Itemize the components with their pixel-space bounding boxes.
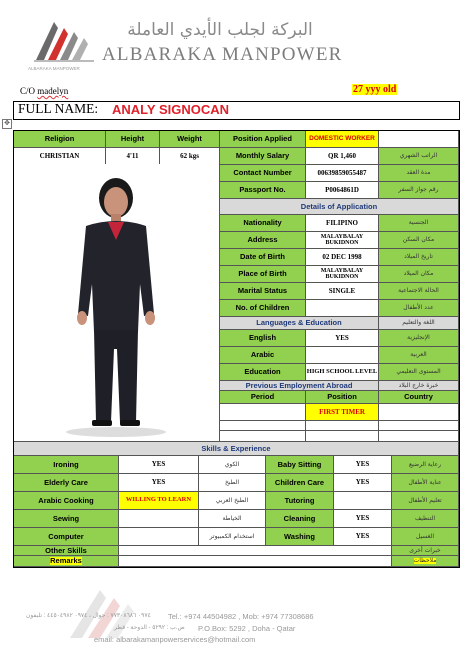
skill-label-arabic: الغسيل (392, 528, 459, 546)
skill-label: Sewing (14, 510, 119, 528)
skill-label-arabic: التنظيف (392, 510, 459, 528)
section-title-languages: Languages & Education (220, 317, 379, 330)
care-of-name: madelyn (37, 86, 69, 96)
position-arabic-cell (379, 131, 459, 148)
field-value: 02 DEC 1998 (306, 249, 379, 266)
field-value: YES (306, 330, 379, 347)
employment-cell (220, 421, 306, 431)
field-label-arabic: العربية (379, 347, 459, 364)
field-label-arabic: عدد الأطفال (379, 300, 459, 317)
skill-value: YES (334, 528, 392, 546)
skill-value: YES (334, 474, 392, 492)
brand-english-title: ALBARAKA MANPOWER (102, 44, 343, 65)
skill-label: Washing (266, 528, 334, 546)
remarks-arabic: ملاحظات (413, 557, 437, 564)
field-value (306, 300, 379, 317)
remarks-cell (14, 556, 119, 567)
field-value (306, 347, 379, 364)
skill-label-arabic: تعليم الأطفال (392, 492, 459, 510)
employment-cell (379, 421, 459, 431)
field-label: Place of Birth (220, 266, 306, 283)
employment-cell (379, 404, 459, 421)
skill-value: YES (119, 474, 199, 492)
skill-label: Cleaning (266, 510, 334, 528)
applicant-photo (14, 164, 219, 441)
other-skills-arabic: خبرات أخرى (392, 546, 459, 556)
field-value: 00639859055487 (306, 165, 379, 182)
field-label: English (220, 330, 306, 347)
field-label: Monthly Salary (220, 148, 306, 165)
weight-value: 62 kgs (160, 148, 220, 165)
skill-value (119, 528, 199, 546)
remarks-label: Remarks (50, 556, 82, 566)
remarks-value (119, 556, 392, 567)
section-title-employment-arabic: خبرة خارج البلاد (379, 381, 459, 391)
footer-watermark-logo (60, 580, 170, 640)
skill-label-arabic: الطبخ العربي (199, 492, 266, 510)
care-of-label: C/O (20, 86, 36, 96)
other-skills-label: Other Skills (14, 546, 119, 556)
section-title-employment: Previous Employment Abroad (220, 381, 379, 391)
field-label-arabic: مكان الميلاد (379, 266, 459, 283)
brand-arabic-title: البركة لجلب الأيدي العاملة (127, 20, 313, 40)
position-applied-value: DOMESTIC WORKER (306, 131, 379, 148)
field-label-arabic: الراتب الشهري (379, 148, 459, 165)
skill-label-arabic: الطبخ (199, 474, 266, 492)
field-label: Education (220, 364, 306, 381)
field-value: FILIPINO (306, 215, 379, 232)
section-title-application: Details of Application (220, 199, 459, 215)
field-label-arabic: الجنسية (379, 215, 459, 232)
skill-value (119, 510, 199, 528)
other-skills-value (119, 546, 392, 556)
field-label: Arabic (220, 347, 306, 364)
field-label: Contact Number (220, 165, 306, 182)
full-name-value: ANALY SIGNOCAN (112, 102, 230, 117)
footer-pobox-arabic: ص.ب : ٥٢٩٢ - الدوحة - قطر (114, 625, 185, 631)
skill-value: YES (334, 456, 392, 474)
employment-cell: FIRST TIMER (306, 404, 379, 421)
field-value: P0064861D (306, 182, 379, 199)
employment-header: Country (379, 391, 459, 404)
employment-cell (306, 421, 379, 431)
field-label: Date of Birth (220, 249, 306, 266)
age-label: 27 yyy old (353, 84, 397, 95)
skill-label: Baby Sitting (266, 456, 334, 474)
field-label-arabic: المستوى التعليمي (379, 364, 459, 381)
care-of (20, 86, 68, 96)
skill-label: Arabic Cooking (14, 492, 119, 510)
field-value: QR 1,460 (306, 148, 379, 165)
weight-label: Weight (160, 131, 220, 148)
field-label-arabic: مدة العقد (379, 165, 459, 182)
religion-label: Religion (14, 131, 106, 148)
skill-value: YES (334, 510, 392, 528)
employment-cell (379, 431, 459, 442)
field-label: No. of Children (220, 300, 306, 317)
field-label-arabic: رقم جواز السفر (379, 182, 459, 199)
brand-small-text: ALBARAKA MANPOWER (28, 66, 80, 71)
skill-label-arabic: رعاية الرضيع (392, 456, 459, 474)
religion-value: CHRISTIAN (14, 148, 106, 165)
footer-phone-arabic: ٠٩٧٤ ٧٧٣٠٨٦٨٦ : جوال ، ٠٩٧٤ ٤٤٥٠٤٩٨٢ : تليفون (26, 613, 151, 619)
remarks-arabic-cell (392, 556, 459, 567)
footer-email: email: albarakamanpowerservices@hotmail.com (94, 635, 256, 644)
field-value: HIGH SCHOOL LEVEL (306, 364, 379, 381)
section-title-skills: Skills & Experience (14, 442, 459, 456)
skill-label-arabic: استخدام الكمبيوتر (199, 528, 266, 546)
field-value: SINGLE (306, 283, 379, 300)
field-label-arabic: تاريخ الميلاد (379, 249, 459, 266)
field-label: Address (220, 232, 306, 249)
skill-value (334, 492, 392, 510)
field-label-arabic: الإنجليزية (379, 330, 459, 347)
field-label-arabic: الحالة الاجتماعية (379, 283, 459, 300)
employment-header: Period (220, 391, 306, 404)
employment-cell (306, 431, 379, 442)
employment-cell (220, 431, 306, 442)
skill-label: Children Care (266, 474, 334, 492)
field-label: Nationality (220, 215, 306, 232)
skill-value: YES (119, 456, 199, 474)
field-value: MALAYBALAY BUKIDNON (306, 232, 379, 249)
height-label: Height (106, 131, 160, 148)
field-label: Marital Status (220, 283, 306, 300)
employment-header: Position (306, 391, 379, 404)
field-label-arabic: مكان السكن (379, 232, 459, 249)
company-logo (28, 14, 100, 70)
skill-value: WILLING TO LEARN (119, 492, 199, 510)
skill-label: Tutoring (266, 492, 334, 510)
field-value: MALAYBALAY BUKIDNON (306, 266, 379, 283)
section-title-languages-arabic: اللغة والتعليم (379, 317, 459, 330)
skill-label: Elderly Care (14, 474, 119, 492)
position-applied-label: Position Applied (220, 131, 306, 148)
height-value: 4'11 (106, 148, 160, 165)
skill-label-arabic: الخياطة (199, 510, 266, 528)
full-name-label: FULL NAME: (18, 101, 99, 116)
field-label: Passport No. (220, 182, 306, 199)
skill-label: Computer (14, 528, 119, 546)
skill-label-arabic: الكوي (199, 456, 266, 474)
move-handle-icon[interactable]: ✥ (2, 119, 12, 129)
employment-cell (220, 404, 306, 421)
skill-label: Ironing (14, 456, 119, 474)
footer-pobox: P.O.Box: 5292 , Doha - Qatar (198, 624, 296, 633)
footer-phone: Tel.: +974 44504982 , Mob: +974 77308686 (168, 612, 314, 621)
skill-label-arabic: عناية الأطفال (392, 474, 459, 492)
